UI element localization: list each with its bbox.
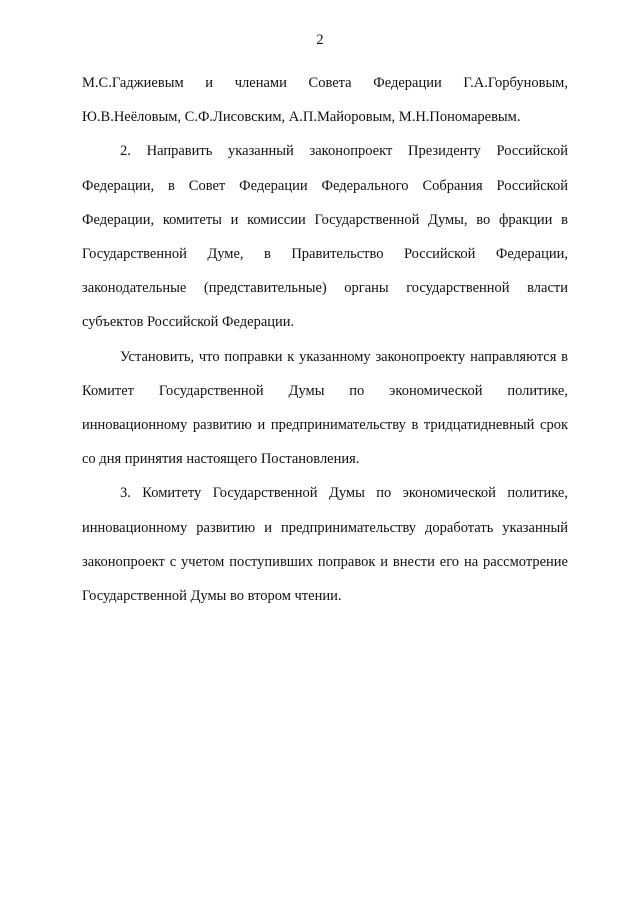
document-body [82, 66, 568, 613]
page-number: 2 [316, 32, 324, 48]
paragraph-item-3: 3. Комитету Государственной Думы по экономической политике, инновационному развитию и предпринимательству доработать указанный законопроект с учетом поступивших поправок и внести его на рассмотрение Государственной Думы во втором чтении. [82, 485, 568, 605]
paragraph-item-2: 2. Направить указанный законопроект Президенту Российской Федерации, в Совет Федерации Федерального Собрания Российской Федерации, комитеты и комиссии Государственной Думы, во фракции в Государственной Думе, в Правительство Российской Федерации, законодательные (представительные) органы государственной власти субъектов Российской Федерации. [82, 143, 568, 331]
paragraph-amendments-deadline: Установить, что поправки к указанному законопроекту направляются в Комитет Государственной Думы по экономической политике, инновационному развитию и предпринимательству в тридцатидневный срок со дня принятия настоящего Постановления. [82, 348, 568, 468]
paragraph-continuation: М.С.Гаджиевым и членами Совета Федерации Г.А.Горбуновым, Ю.В.Неёловым, С.Ф.Лисовским, А.П.Майоровым, М.Н.Пономаревым. [82, 75, 568, 126]
